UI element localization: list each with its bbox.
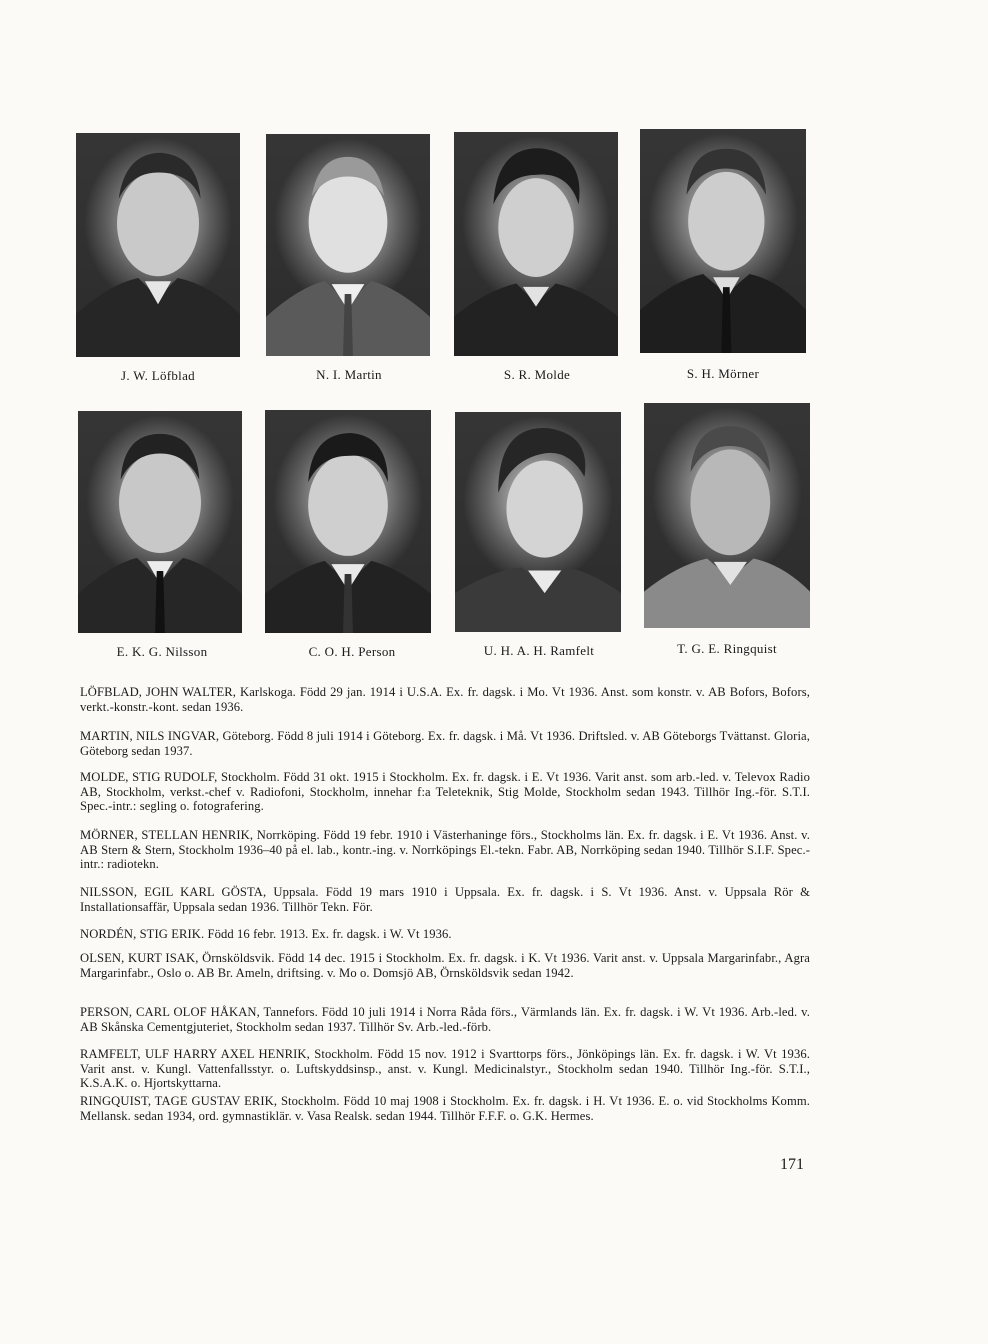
portrait-photo-lofblad bbox=[76, 133, 240, 357]
bio-entry-lofblad: LÖFBLAD, JOHN WALTER, Karlskoga. Född 29 jan. 1914 i U.S.A. Ex. fr. dagsk. i Mo. Vt 1936. Anst. som konstr. v. AB Bofors, Bofors, verkt.-konstr.-kont. sedan 1936. bbox=[80, 685, 810, 714]
caption-molde: S. R. Molde bbox=[503, 367, 571, 382]
caption-person: C. O. H. Person bbox=[308, 644, 396, 659]
bio-entry-molde: MOLDE, STIG RUDOLF, Stockholm. Född 31 okt. 1915 i Stockholm. Ex. fr. dagsk. i E. Vt 1936. Varit anst. som arb.-led. v. Televox Radio AB, Stockholm, verkst.-chef v. Radiofoni, Stockholm, innehar f:a Teleteknik, Stig Molde, Stockholm sedan 1943. Tillhör Ing.-för. S.T.I. Spec.-intr.: segling o. fotografering. bbox=[80, 770, 810, 813]
caption-lofblad: J. W. Löfblad bbox=[121, 368, 195, 383]
portrait-photo-molde bbox=[454, 132, 618, 356]
bio-entry-morner: MÖRNER, STELLAN HENRIK, Norrköping. Född 19 febr. 1910 i Västerhaninge förs., Stockholms län. Ex. fr. dagsk. i E. Vt 1936. Anst. v. AB Stern & Stern, Stockholm 1936–40 på el. lab., kontr.-ing. v. Norrköpings El.-tekn. Fabr. AB, Norrköping sedan 1940. Tillhör S.I.F. Spec.-intr.: radiotekn. bbox=[80, 828, 810, 871]
bio-entry-martin: MARTIN, NILS INGVAR, Göteborg. Född 8 juli 1914 i Göteborg. Ex. fr. dagsk. i Må. Vt 1936. Driftsled. v. AB Göteborgs Tvättanst. Gloria, Göteborg sedan 1937. bbox=[80, 729, 810, 758]
portrait-photo-ramfelt bbox=[455, 412, 621, 632]
bio-entry-norden: NORDÉN, STIG ERIK. Född 16 febr. 1913. Ex. fr. dagsk. i W. Vt 1936. bbox=[80, 927, 452, 941]
portrait-photo-morner bbox=[640, 129, 806, 353]
portrait-photo-ringquist bbox=[644, 403, 810, 628]
portrait-photo-martin bbox=[266, 134, 430, 356]
caption-nilsson: E. K. G. Nilsson bbox=[116, 644, 208, 659]
bio-entry-olsen: OLSEN, KURT ISAK, Örnsköldsvik. Född 14 dec. 1915 i Stockholm. Ex. fr. dagsk. i K. Vt 1936. Varit anst. v. Uppsala Margarinfabr., Agra Margarinfabr., Oslo o. AB Br. Ameln, driftsing. v. Mo o. Domsjö AB, Örnsköldsvik sedan 1942. bbox=[80, 951, 810, 980]
caption-martin: N. I. Martin bbox=[316, 367, 382, 382]
portrait-photo-person bbox=[265, 410, 431, 633]
bio-entry-nilsson: NILSSON, EGIL KARL GÖSTA, Uppsala. Född 19 mars 1910 i Uppsala. Ex. fr. dagsk. i S. Vt 1936. Anst. v. Uppsala Rör & Installationsaffär, Uppsala sedan 1936. Tillhör Tekn. För. bbox=[80, 885, 810, 914]
caption-ramfelt: U. H. A. H. Ramfelt bbox=[483, 643, 595, 658]
caption-ringquist: T. G. E. Ringquist bbox=[677, 641, 777, 656]
caption-morner: S. H. Mörner bbox=[686, 366, 760, 381]
bio-entry-person: PERSON, CARL OLOF HÅKAN, Tannefors. Född 10 juli 1914 i Norra Råda förs., Värmlands län. Ex. fr. dagsk. i W. Vt 1936. Arb.-led. v. AB Skånska Cementgjuteriet, Stockholm sedan 1937. Tillhör Sv. Arb.-led.-förb. bbox=[80, 1005, 810, 1034]
bio-entry-ramfelt: RAMFELT, ULF HARRY AXEL HENRIK, Stockholm. Född 15 nov. 1912 i Svarttorps förs., Jönköpings län. Ex. fr. dagsk. i W. Vt 1936. Varit anst. v. Kungl. Vattenfallsstyr. o. Luftskyddsinsp., anst. v. Kungl. Medicinalstyr., Stockholm sedan 1940. Tillhör Ing.-för. S.T.I., K.S.A.K. o. Hjortskyttarna. bbox=[80, 1047, 810, 1090]
portrait-photo-nilsson bbox=[78, 411, 242, 633]
page-number: 171 bbox=[780, 1156, 804, 1173]
bio-entry-ringquist: RINGQUIST, TAGE GUSTAV ERIK, Stockholm. Född 10 maj 1908 i Stockholm. Ex. fr. dagsk. i H. Vt 1936. E. o. vid Stockholms Komm. Mellansk. sedan 1934, ord. gymnastiklär. v. Vasa Realsk. sedan 1944. Tillhör F.F.F. o. G.K. Hermes. bbox=[80, 1094, 810, 1123]
